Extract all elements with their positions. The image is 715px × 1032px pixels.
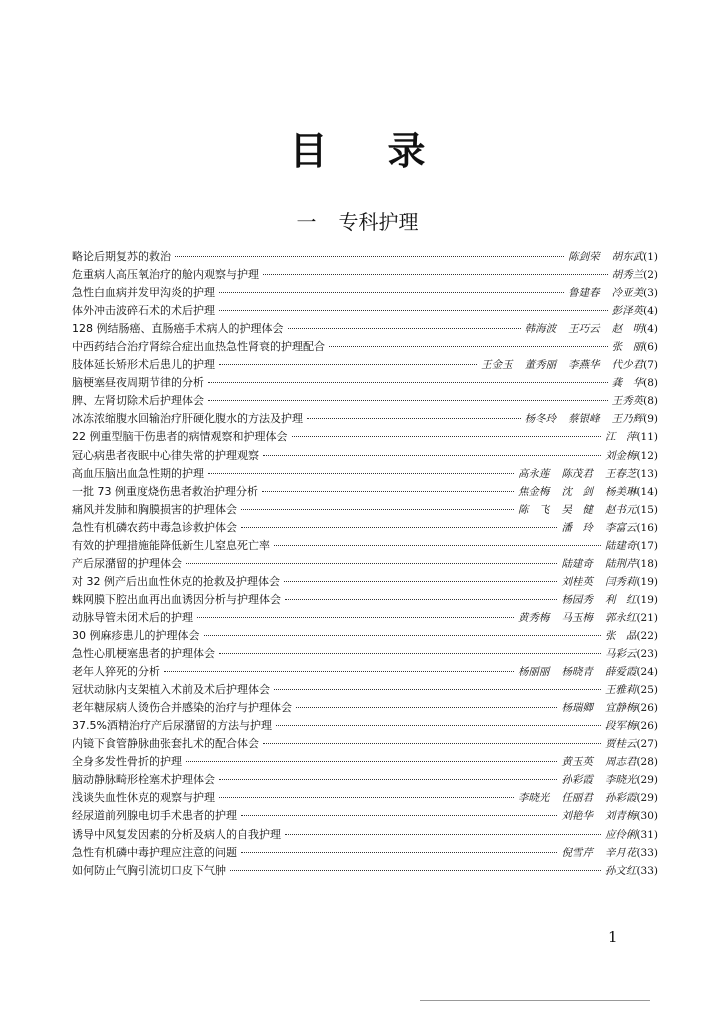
toc-entry-title: 蛛网膜下腔出血再出血诱因分析与护理体会: [72, 592, 281, 606]
toc-entry-title: 老年糖尿病人烫伤合并感染的治疗与护理体会: [72, 701, 292, 715]
dot-leader: [262, 491, 514, 492]
section-number: 一: [296, 210, 317, 234]
toc-entry-page: (18): [636, 557, 658, 570]
toc-entry: [72, 248, 658, 266]
author-name: 王金玉: [481, 359, 513, 372]
toc-entry: [72, 410, 658, 428]
author-name: 蔡银峰: [568, 413, 600, 426]
toc-entry-title: 诱导中风复发因素的分析及病人的自我护理: [72, 827, 281, 841]
toc-entry: [72, 465, 658, 483]
author-name: 郭永红: [604, 611, 637, 624]
toc-entry: [72, 374, 658, 392]
toc-entry-title: 痛风并发肺和胸膜损害的护理体会: [72, 502, 237, 516]
author-name: 孙彩霞: [561, 774, 593, 787]
toc-entry: [72, 428, 658, 446]
dot-leader: [208, 400, 608, 401]
author-name: 韩海波: [524, 323, 557, 336]
author-name: 贾桂云: [604, 738, 637, 751]
toc-entry-page: (33): [636, 846, 658, 859]
author-name: 潘 玲: [561, 521, 593, 534]
author-name: 刘艳华: [561, 810, 593, 823]
toc-entry: [72, 302, 658, 320]
author-name: 陈 飞: [517, 503, 550, 516]
author-name: 黄玉英: [561, 756, 593, 769]
toc-entry-authors: [525, 411, 644, 426]
toc-entry: [72, 573, 658, 591]
toc-entry-page: (8): [643, 395, 658, 408]
toc-entry: [72, 537, 658, 555]
toc-entry-authors: [518, 466, 637, 481]
toc-entry: [72, 338, 658, 356]
author-name: 王春芝: [604, 467, 637, 480]
toc-entry-page: (7): [643, 359, 658, 372]
toc-entry-authors: [612, 267, 644, 282]
toc-entry-page: (4): [643, 323, 658, 336]
dot-leader: [263, 455, 601, 456]
toc-entry-authors: [518, 484, 637, 499]
author-name: 董秀丽: [524, 359, 557, 372]
dot-leader: [208, 473, 514, 474]
author-name: 杨晓青: [561, 666, 593, 679]
toc-entry: [72, 555, 658, 573]
toc-entry-title: 老年人猝死的分析: [72, 665, 160, 679]
toc-entry-title: 急性白血病并发甲沟炎的护理: [72, 286, 215, 300]
toc-entry-authors: [605, 736, 637, 751]
author-name: 陆荆芹: [604, 557, 637, 570]
toc-entry-title: 全身多发性骨折的护理: [72, 755, 182, 769]
dot-leader: [274, 689, 601, 690]
author-name: 马彩云: [604, 648, 637, 661]
author-name: 彭泽英: [611, 305, 644, 318]
toc-entry-authors: [568, 249, 643, 264]
toc-entry-authors: [605, 863, 637, 878]
toc-entry: [72, 663, 658, 681]
page-number: 1: [608, 928, 618, 946]
dot-leader: [263, 743, 601, 744]
toc-entry-title: 30 例麻疹患儿的护理体会: [72, 628, 200, 642]
toc-entry-authors: [612, 375, 644, 390]
toc-entry: [72, 627, 658, 645]
dot-leader: [204, 635, 601, 636]
author-name: 杨冬玲: [524, 413, 557, 426]
section-title: 专科护理: [338, 210, 419, 234]
toc-entry: [72, 356, 658, 374]
toc-entry: [72, 266, 658, 284]
toc-entry-title: 略论后期复苏的救治: [72, 250, 171, 263]
toc-entry-title: 冠心病患者夜眠中心律失常的护理观察: [72, 448, 259, 462]
dot-leader: [219, 653, 601, 654]
toc-entry-authors: [605, 628, 637, 643]
toc-entry-page: (28): [636, 756, 658, 769]
toc-entry-page: (24): [636, 666, 658, 679]
toc-entry: [72, 771, 658, 789]
toc-entry-authors: [612, 393, 644, 408]
toc-entry-title: 急性有机磷农药中毒急诊救护体会: [72, 520, 237, 534]
toc-entry-authors: [605, 646, 637, 661]
toc-entry-page: (1): [643, 251, 658, 263]
dot-leader: [307, 418, 521, 419]
author-name: 张 晶: [604, 629, 637, 642]
toc-entry-page: (29): [636, 792, 658, 805]
author-name: 代少君: [611, 359, 644, 372]
toc-entry-authors: [561, 700, 636, 715]
author-name: 李富云: [604, 521, 637, 534]
author-name: 杨园秀: [561, 593, 593, 606]
toc-entry-authors: [605, 827, 637, 842]
page-title: 目录: [289, 129, 486, 173]
toc-entry-authors: [561, 772, 636, 787]
author-name: 孙彩霞: [604, 792, 637, 805]
toc-entry-title: 对 32 例产后出血性休克的抢救及护理体会: [72, 574, 280, 588]
toc-entry: [72, 483, 658, 501]
toc-entry-page: (3): [643, 287, 658, 300]
toc-entry-title: 急性有机磷中毒护理应注意的问题: [72, 845, 237, 859]
toc-entry-page: (29): [636, 774, 658, 787]
toc-entry-page: (9): [643, 413, 658, 426]
author-name: 张 丽: [611, 341, 644, 354]
toc-entry-authors: [605, 718, 637, 733]
author-name: 刘青梅: [604, 810, 637, 823]
toc-entry-authors: [518, 664, 637, 679]
author-name: 倪雪芹: [561, 846, 593, 859]
dot-leader: [296, 707, 557, 708]
toc-entry-title: 脾、左肾切除术后护理体会: [72, 394, 204, 408]
toc-entry-authors: [561, 808, 636, 823]
author-name: 胡东武: [611, 251, 644, 263]
author-name: 江 萍: [604, 431, 637, 444]
toc-entry-page: (17): [636, 539, 658, 552]
dot-leader: [329, 346, 608, 347]
toc-entry: [72, 789, 658, 807]
toc-entry-title: 脑梗塞昼夜周期节律的分析: [72, 376, 204, 390]
toc-entry-title: 高血压脑出血急性期的护理: [72, 466, 204, 480]
author-name: 胡秀兰: [611, 269, 644, 282]
dot-leader: [285, 599, 557, 600]
author-name: 吴 健: [561, 503, 593, 516]
toc-entry-authors: [525, 321, 644, 336]
dot-leader: [276, 725, 601, 726]
author-name: 李晓光: [517, 792, 550, 805]
toc-entry-title: 中西药结合治疗肾综合症出血热急性肾衰的护理配合: [72, 340, 325, 354]
toc-entry-title: 急性心肌梗塞患者的护理体会: [72, 647, 215, 661]
author-name: 孙文红: [604, 864, 637, 877]
toc-entry: [72, 609, 658, 627]
dot-leader: [241, 815, 557, 816]
toc-entry-page: (13): [636, 467, 658, 480]
dot-leader: [230, 870, 601, 871]
toc-entry: [72, 284, 658, 302]
toc-entry-title: 脑动静脉畸形栓塞术护理体会: [72, 773, 215, 787]
author-name: 焦金梅: [517, 485, 550, 498]
toc-entry-page: (27): [636, 738, 658, 751]
author-name: 冷亚美: [611, 287, 644, 300]
dot-leader: [219, 310, 608, 311]
author-name: 段军梅: [604, 720, 637, 733]
dot-leader: [208, 382, 608, 383]
toc-entry-page: (11): [636, 431, 658, 444]
toc-entry-title: 动脉导管未闭术后的护理: [72, 610, 193, 624]
toc-entry-title: 体外冲击波碎石术的术后护理: [72, 304, 215, 318]
toc-entry-page: (30): [636, 810, 658, 823]
author-name: 杨丽丽: [517, 666, 550, 679]
toc-entry-title: 冠状动脉内支架植入术前及术后护理体会: [72, 683, 270, 697]
dot-leader: [164, 671, 514, 672]
toc-entry-page: (22): [636, 629, 658, 642]
author-name: 杨美琳: [604, 485, 637, 498]
toc-entry-page: (25): [636, 684, 658, 697]
toc-entry: [72, 862, 658, 880]
author-name: 刘桂英: [561, 575, 593, 588]
toc-entry-title: 经尿道前列腺电切手术患者的护理: [72, 809, 237, 823]
toc-entry-title: 危重病人高压氧治疗的舱内观察与护理: [72, 268, 259, 282]
author-name: 应伶俐: [604, 828, 637, 841]
toc-entry-title: 128 例结肠癌、直肠癌手术病人的护理体会: [72, 322, 284, 336]
author-name: 闫秀莉: [604, 575, 637, 588]
author-name: 王秀英: [611, 395, 644, 408]
author-name: 陆建奇: [604, 539, 637, 552]
toc-entry-title: 肢体延长矫形术后患儿的护理: [72, 358, 215, 372]
dot-leader: [186, 761, 557, 762]
toc-entry-page: (16): [636, 521, 658, 534]
toc-entry: [72, 392, 658, 410]
dot-leader: [263, 274, 608, 275]
toc-entry-title: 22 例重型脑干伤患者的病情观察和护理体会: [72, 430, 288, 444]
toc-entry: [72, 681, 658, 699]
dot-leader: [219, 797, 514, 798]
author-name: 黄秀梅: [517, 611, 550, 624]
toc-entry-authors: [561, 574, 636, 589]
toc-entry-title: 如何防止气胸引流切口皮下气肿: [72, 863, 226, 877]
dot-leader: [219, 779, 557, 780]
dot-leader: [288, 328, 521, 329]
toc-entry-page: (33): [636, 864, 658, 877]
bottom-rule: [420, 1000, 650, 1001]
toc-entry-authors: [568, 285, 643, 300]
author-name: 杨瑞卿: [561, 702, 593, 715]
toc-entry: [72, 501, 658, 519]
toc-entry: [72, 519, 658, 537]
author-name: 鲁建春: [568, 287, 600, 300]
dot-leader: [219, 364, 477, 365]
toc-entry-page: (14): [636, 485, 658, 498]
toc-entry-page: (19): [636, 593, 658, 606]
author-name: 周志君: [604, 756, 637, 769]
author-name: 辛月花: [604, 846, 637, 859]
toc-entry-page: (26): [636, 720, 658, 733]
dot-leader: [241, 509, 514, 510]
section-heading: [0, 206, 715, 235]
toc-entry-authors: [612, 339, 644, 354]
author-name: 王巧云: [568, 323, 600, 336]
author-name: 薛爱霞: [604, 666, 637, 679]
toc-entry: [72, 717, 658, 735]
toc-entry-page: (4): [643, 305, 658, 318]
toc-entry-authors: [605, 429, 637, 444]
toc-entry-page: (26): [636, 702, 658, 715]
toc-entry-title: 产后尿潴留的护理体会: [72, 556, 182, 570]
dot-leader: [186, 563, 557, 564]
toc-entry: [72, 447, 658, 465]
dot-leader: [285, 834, 601, 835]
toc-entry-authors: [561, 754, 636, 769]
dot-leader: [274, 545, 601, 546]
toc-entry-title: 冰冻浓缩腹水回输治疗肝硬化腹水的方法及护理: [72, 412, 303, 426]
author-name: 马玉梅: [561, 611, 593, 624]
dot-leader: [219, 292, 564, 293]
toc-entry-authors: [561, 520, 636, 535]
toc-entry-page: (12): [636, 449, 658, 462]
toc-entry-page: (21): [636, 611, 658, 624]
toc-entry-authors: [561, 592, 636, 607]
author-name: 龚 华: [611, 377, 644, 390]
toc-entry-page: (23): [636, 648, 658, 661]
toc-entry-page: (6): [643, 341, 658, 354]
dot-leader: [284, 581, 557, 582]
toc-entry-page: (15): [636, 503, 658, 516]
toc-entry-authors: [481, 357, 643, 372]
toc-entry-title: 有效的护理措施能降低新生儿窒息死亡率: [72, 538, 270, 552]
toc-entry: [72, 591, 658, 609]
toc-entry-authors: [561, 845, 636, 860]
toc-entry-authors: [605, 448, 637, 463]
toc-entry: [72, 826, 658, 844]
author-name: 利 红: [604, 593, 637, 606]
toc-entry: [72, 753, 658, 771]
toc-entry-title: 一批 73 例重度烧伤患者救治护理分析: [72, 484, 258, 498]
toc-entry: [72, 807, 658, 825]
toc-entry-authors: [518, 610, 637, 625]
author-name: 陆建奇: [561, 557, 593, 570]
dot-leader: [241, 852, 557, 853]
table-of-contents: [72, 248, 658, 880]
author-name: 任丽君: [561, 792, 593, 805]
toc-entry: [72, 320, 658, 338]
toc-entry-authors: [605, 538, 637, 553]
author-name: 李燕华: [568, 359, 600, 372]
toc-entry-authors: [612, 303, 644, 318]
toc-entry-authors: [605, 682, 637, 697]
toc-entry-title: 37.5%酒精治疗产后尿潴留的方法与护理: [72, 719, 272, 733]
author-name: 王乃辉: [611, 413, 644, 426]
author-name: 陈茂君: [561, 467, 593, 480]
toc-entry-page: (31): [636, 828, 658, 841]
author-name: 沈 剑: [561, 485, 593, 498]
toc-entry-title: 内镜下食管静脉曲张套扎术的配合体会: [72, 737, 259, 751]
dot-leader: [292, 436, 601, 437]
author-name: 王雅莉: [604, 684, 637, 697]
author-name: 高永莲: [517, 467, 550, 480]
author-name: 李晓光: [604, 774, 637, 787]
toc-entry: [72, 844, 658, 862]
author-name: 陈剑荣: [568, 251, 600, 263]
dot-leader: [197, 617, 514, 618]
author-name: 赵 明: [611, 323, 644, 336]
toc-entry-page: (19): [636, 575, 658, 588]
author-name: 刘金梅: [604, 449, 637, 462]
dot-leader: [241, 527, 557, 528]
toc-entry-authors: [518, 790, 637, 805]
toc-entry: [72, 645, 658, 663]
toc-entry-page: (2): [643, 269, 658, 282]
toc-entry: [72, 735, 658, 753]
toc-entry: [72, 699, 658, 717]
author-name: 宜静梅: [604, 702, 637, 715]
toc-entry-title: 浅谈失血性休克的观察与护理: [72, 791, 215, 805]
dot-leader: [175, 256, 564, 257]
toc-entry-authors: [561, 556, 636, 571]
author-name: 赵书元: [604, 503, 637, 516]
toc-entry-page: (8): [643, 377, 658, 390]
toc-entry-authors: [518, 502, 637, 517]
